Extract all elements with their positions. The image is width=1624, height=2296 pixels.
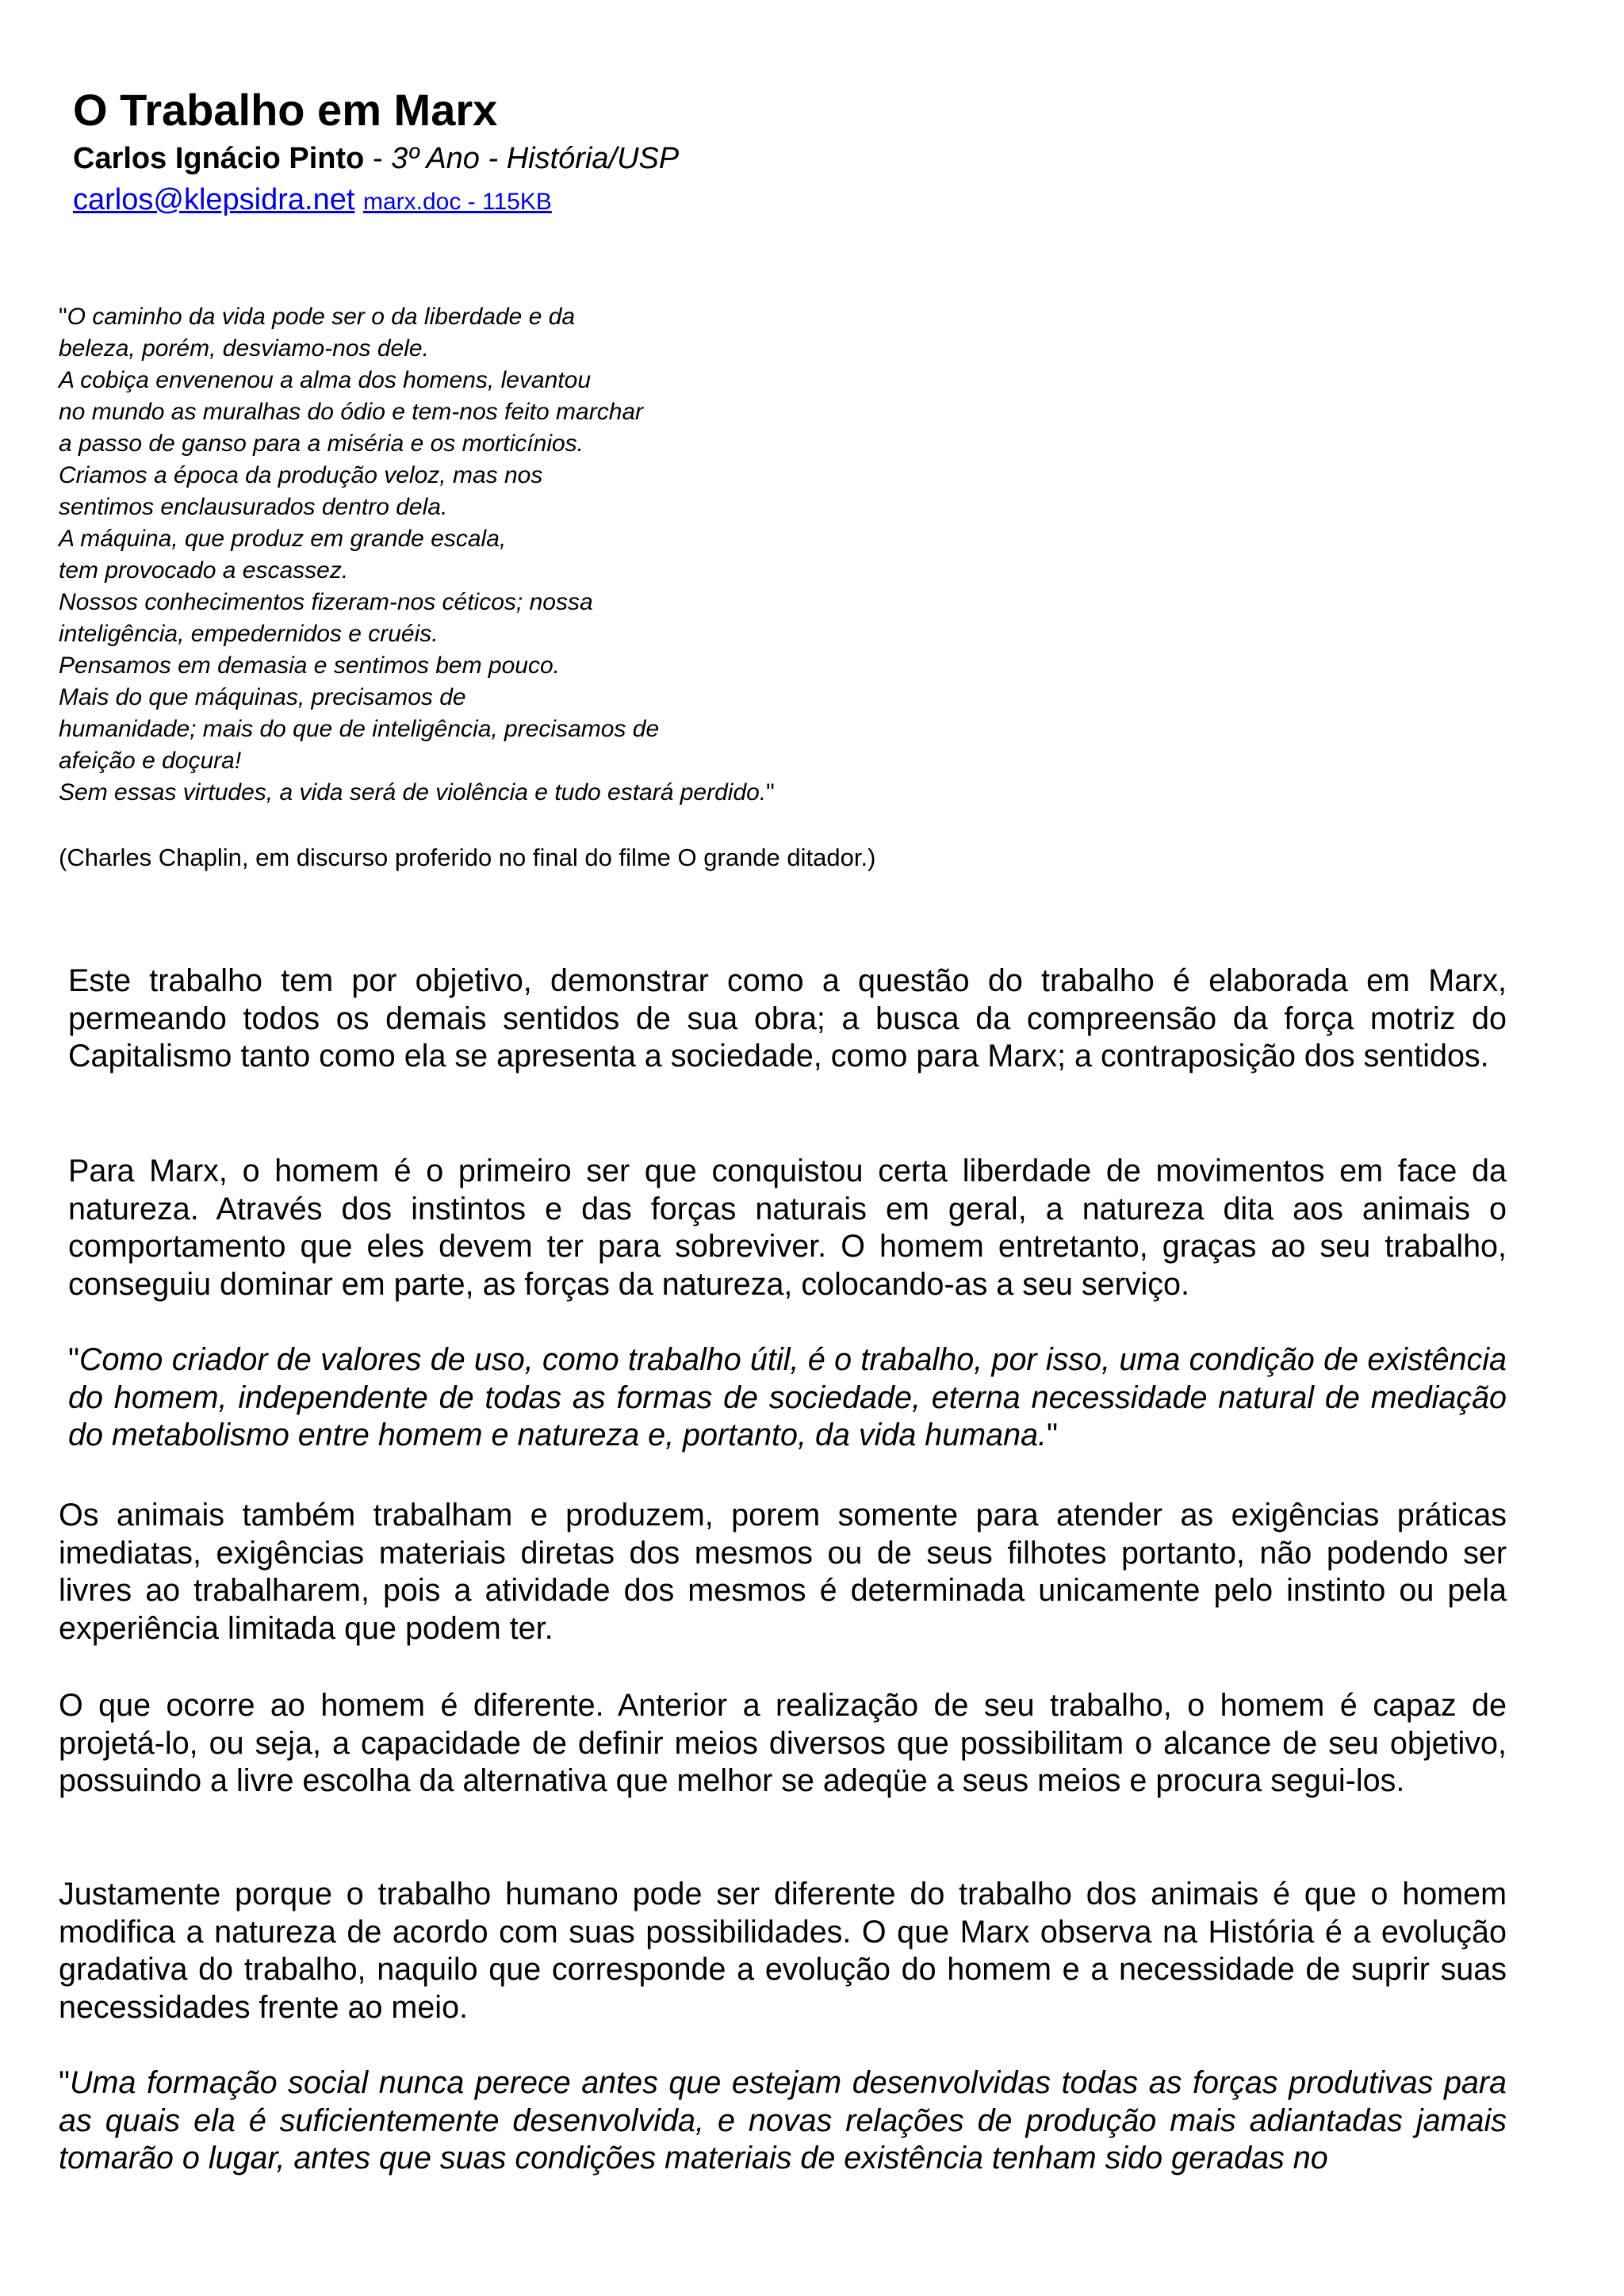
epigraph-line: beleza, porém, desviamo-nos dele. bbox=[59, 335, 429, 362]
course-info: 3º Ano - História/USP bbox=[391, 142, 680, 175]
header-links bbox=[73, 179, 1500, 223]
email-link[interactable]: carlos@klepsidra.net bbox=[73, 183, 355, 216]
byline bbox=[73, 138, 1500, 179]
epigraph-attribution: (Charles Chaplin, em discurso proferido no final do filme O grande ditador.) bbox=[59, 844, 876, 871]
epigraph-line: Criamos a época da produção veloz, mas nos bbox=[59, 462, 543, 488]
epigraph-line: inteligência, empedernidos e cruéis. bbox=[59, 621, 439, 647]
epigraph-line: sentimos enclausurados dentro dela. bbox=[59, 494, 448, 520]
paragraph-evolution: Justamente porque o trabalho humano pode ser diferente do trabalho dos animais é que o homem modifica a natureza de acordo com suas possibilidades. O que Marx observa na História é a evolução gradativa do trabalho, naquilo que corresponde a evolução do homem e a necessidade de suprir suas necessidades frente ao meio. bbox=[59, 1877, 1507, 2026]
paragraph-human-project: O que ocorre ao homem é diferente. Anterior a realização de seu trabalho, o homem é capaz de projetá-lo, ou seja, a capacidade de definir meios diversos que possibilitam o alcance de seu objetivo, possuindo a livre escolha da alternativa que melhor se adeqüe a seus meios e procura segui-los. bbox=[59, 1688, 1507, 1799]
byline-separator: - bbox=[364, 142, 392, 175]
epigraph-line: afeição e doçura! bbox=[59, 748, 242, 774]
epigraph-line: Sem essas virtudes, a vida será de violência e tudo estará perdido." bbox=[59, 779, 775, 806]
epigraph-quote bbox=[59, 301, 1010, 809]
document-title: O Trabalho em Marx bbox=[73, 85, 498, 135]
document-header bbox=[73, 82, 1500, 223]
quote-text: Como criador de valores de uso, como trabalho útil, é o trabalho, por isso, uma condição de existência do homem, independente de todas as formas de sociedade, eterna necessidade natural de mediação do metabolismo entre homem e natureza e, portanto, da vida humana. bbox=[68, 1342, 1507, 1453]
quote-text: Uma formação social nunca perece antes que estejam desenvolvidas todas as forças produtivas para as quais ela é suficientemente desenvolvida, e novas relações de produção mais adiantadas jamais tomarão o lugar, antes que suas condições materiais de existência tenham sido geradas no bbox=[59, 2065, 1507, 2176]
epigraph-line: A máquina, que produz em grande escala, bbox=[59, 526, 507, 552]
paragraph-animals: Os animais também trabalham e produzem, porem somente para atender as exigências práticas imediatas, exigências materiais diretas dos mesmos ou de seus filhotes portanto, não podendo ser livres ao trabalharem, pois a atividade dos mesmos é determinada unicamente pelo instinto ou pela experiência limitada que podem ter. bbox=[59, 1498, 1507, 1647]
epigraph-line: humanidade; mais do que de inteligência, precisamos de bbox=[59, 716, 660, 742]
epigraph-line: Nossos conhecimentos fizeram-nos céticos; nossa bbox=[59, 589, 593, 615]
epigraph-line: "O caminho da vida pode ser o da liberdade e da bbox=[59, 304, 576, 330]
quote-mark: " bbox=[59, 2065, 71, 2100]
epigraph-line: Pensamos em demasia e sentimos bem pouco. bbox=[59, 652, 560, 679]
epigraph-line: tem provocado a escassez. bbox=[59, 557, 349, 584]
file-download-link[interactable]: marx.doc - 115KB bbox=[362, 189, 552, 215]
paragraph-objective: Este trabalho tem por objetivo, demonstrar como a questão do trabalho é elaborada em Marx, permeando todos os demais sentidos de sua obra; a busca da compreensão da força motriz do Capitalismo tanto como ela se apresenta a sociedade, como para Marx; a contraposição dos sentidos. bbox=[68, 963, 1507, 1074]
quote-use-value bbox=[68, 1341, 1507, 1455]
epigraph-open-quote: " bbox=[59, 304, 67, 330]
paragraph-freedom: Para Marx, o homem é o primeiro ser que conquistou certa liberdade de movimentos em face da natureza. Através dos instintos e das forças naturais em geral, a natureza dita aos animais o comportamento que eles devem ter para sobreviver. O homem entretanto, graças ao seu trabalho, conseguiu dominar em parte, as forças da natureza, colocando-as a seu serviço. bbox=[68, 1154, 1507, 1303]
quote-social-formation bbox=[59, 2064, 1507, 2178]
author-name: Carlos Ignácio Pinto bbox=[73, 142, 365, 175]
quote-mark: " bbox=[68, 1342, 80, 1377]
epigraph-line: Mais do que máquinas, precisamos de bbox=[59, 684, 466, 710]
epigraph-line: A cobiça envenenou a alma dos homens, levantou bbox=[59, 367, 592, 393]
quote-mark: " bbox=[1047, 1418, 1059, 1453]
epigraph-line: no mundo as muralhas do ódio e tem-nos feito marchar bbox=[59, 399, 644, 425]
epigraph-line: a passo de ganso para a miséria e os morticínios. bbox=[59, 430, 584, 457]
epigraph-close-quote: " bbox=[766, 779, 775, 806]
